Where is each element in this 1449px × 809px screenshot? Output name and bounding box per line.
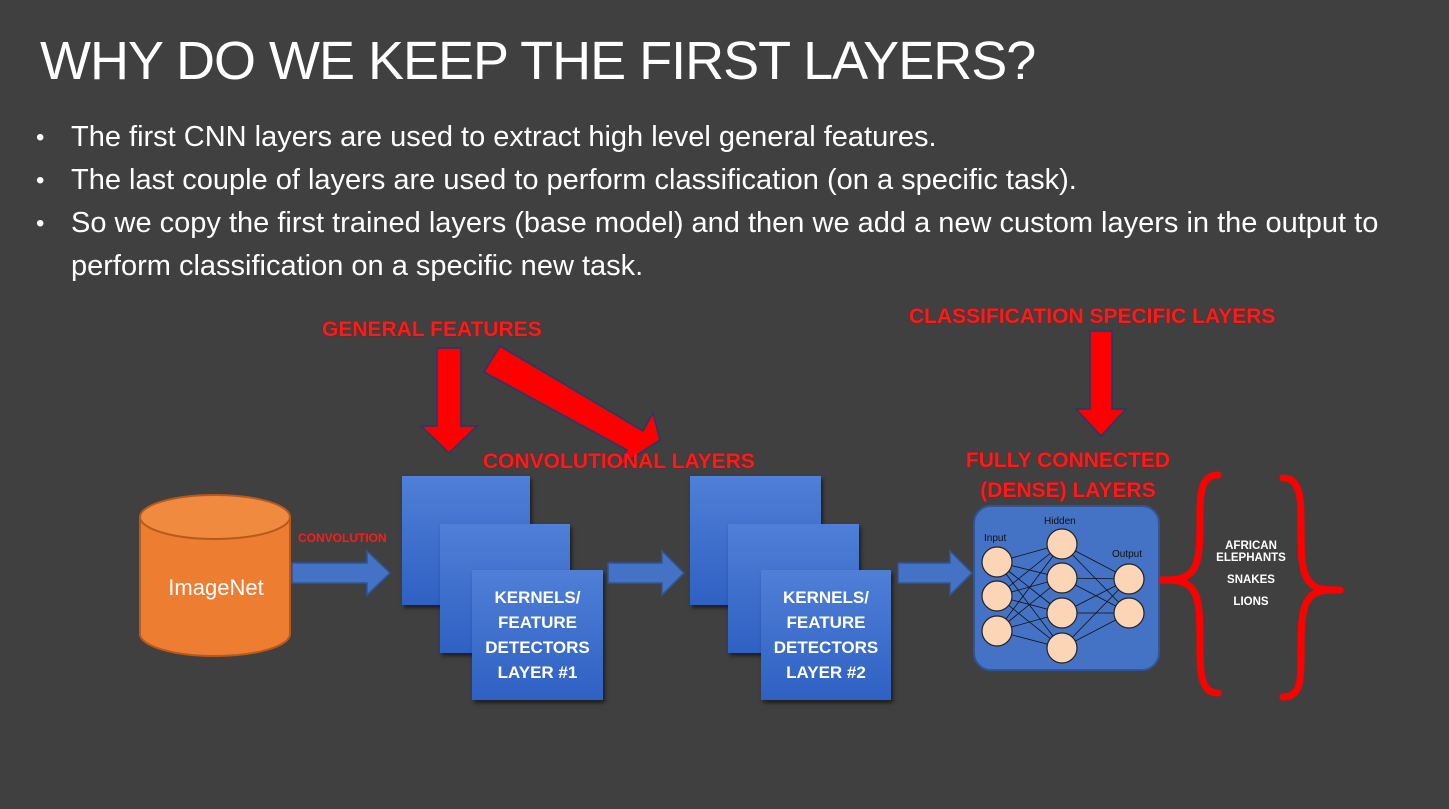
bullet-dot: • (36, 167, 45, 194)
kernel-layer-1: KERNELS/ FEATURE DETECTORS LAYER #1 (472, 570, 603, 700)
classification-specific-label: CLASSIFICATION SPECIFIC LAYERS (909, 305, 1276, 328)
network-connections (997, 544, 1129, 648)
hidden-neuron (1047, 563, 1077, 593)
fully-connected-label: FULLY CONNECTED (DENSE) LAYERS (965, 449, 1171, 502)
hidden-neuron (1047, 598, 1077, 628)
class-item: LIONS (1233, 596, 1269, 608)
bullet-item: • So we copy the first trained layers (base model) and then we add a new custom layers in the output to perform classification on a specific new task. (36, 202, 1416, 288)
hidden-label: Hidden (1044, 516, 1076, 527)
slide-title: WHY DO WE KEEP THE FIRST LAYERS? (40, 31, 1036, 91)
convolution-label: CONVOLUTION (298, 531, 387, 545)
input-label: Input (984, 533, 1007, 544)
class-item: SNAKES (1227, 574, 1275, 586)
general-features-label: GENERAL FEATURES (322, 318, 542, 341)
input-neuron (982, 547, 1012, 577)
bullet-item: • The first CNN layers are used to extract high level general features. (36, 116, 1416, 159)
bullet-dot: • (36, 124, 45, 151)
imagenet-label: ImageNet (168, 575, 264, 600)
convolutional-layers-label: CONVOLUTIONAL LAYERS (483, 450, 755, 473)
class-item: AFRICAN ELEPHANTS (1216, 540, 1286, 564)
hidden-neuron (1047, 633, 1077, 663)
output-label: Output (1112, 549, 1143, 560)
input-neuron (982, 616, 1012, 646)
class-list (1207, 540, 1295, 618)
kernel-layer-2: KERNELS/ FEATURE DETECTORS LAYER #2 (761, 570, 891, 700)
hidden-neuron (1047, 529, 1077, 559)
output-neuron (1114, 564, 1144, 594)
input-neuron (982, 581, 1012, 611)
bullet-item: • The last couple of layers are used to perform classification (on a specific task). (36, 159, 1416, 202)
bullet-dot: • (36, 210, 45, 237)
output-neuron (1114, 598, 1144, 628)
